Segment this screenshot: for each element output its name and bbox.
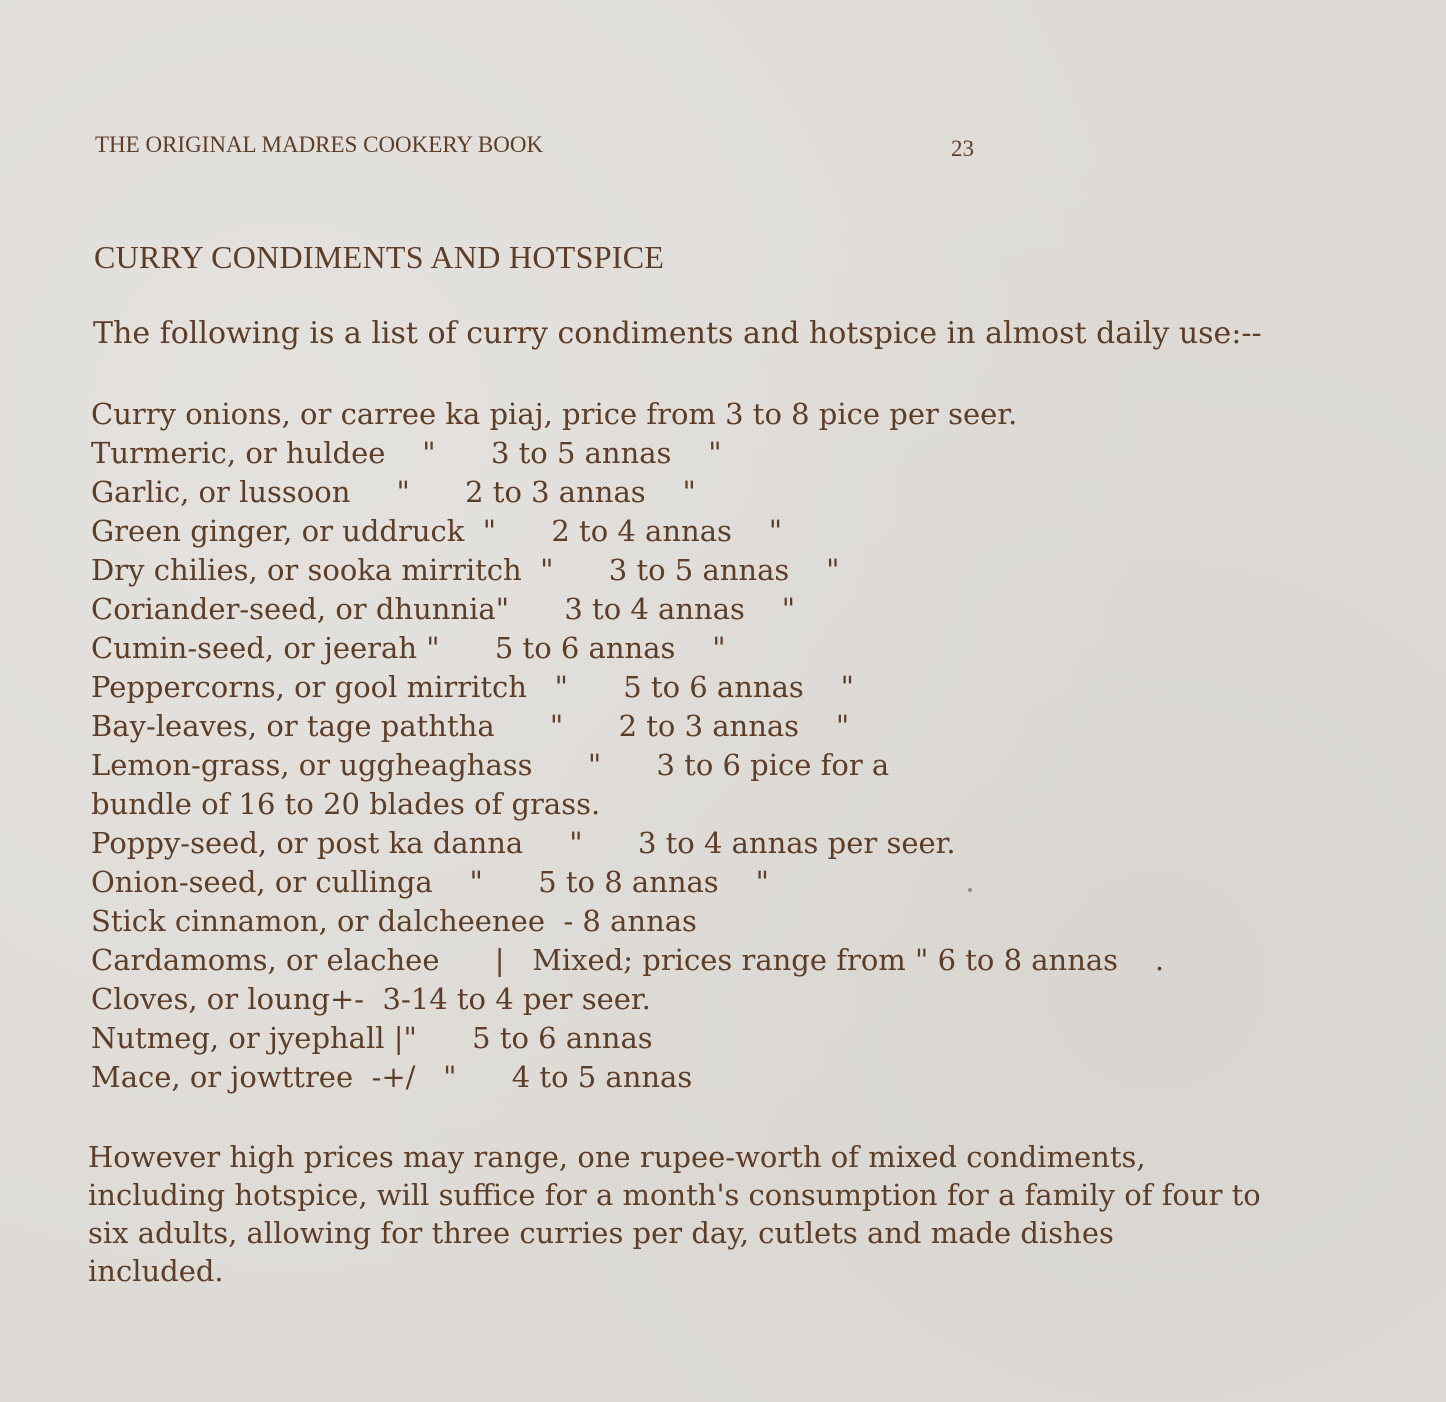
- section-heading: CURRY CONDIMENTS AND HOTSPICE: [94, 239, 665, 275]
- list-item: Dry chilies, or sooka mirritch " 3 to 5 annas ": [91, 553, 840, 587]
- closing-line: including hotspice, will suffice for a month's consumption for a family of four to: [88, 1178, 1261, 1212]
- list-item: Nutmeg, or jyephall |" 5 to 6 annas: [91, 1021, 653, 1055]
- list-item: Garlic, or lussoon " 2 to 3 annas ": [91, 475, 696, 509]
- list-item: Coriander-seed, or dhunnia" 3 to 4 annas ": [91, 592, 796, 626]
- intro-paragraph: The following is a list of curry condiments and hotspice in almost daily use:--: [93, 316, 1262, 351]
- list-item: Bay-leaves, or tage paththa " 2 to 3 annas ": [91, 709, 850, 743]
- page-number: 23: [951, 136, 974, 161]
- list-item: Onion-seed, or cullinga " 5 to 8 annas ": [91, 865, 769, 899]
- condiment-list: [91, 395, 1164, 1097]
- list-item: Cumin-seed, or jeerah " 5 to 6 annas ": [91, 631, 726, 665]
- list-item: Mace, or jowttree -+/ " 4 to 5 annas: [91, 1060, 693, 1094]
- list-item: Turmeric, or huldee " 3 to 5 annas ": [91, 436, 722, 470]
- list-item: Lemon-grass, or uggheaghass " 3 to 6 pice for a: [91, 748, 890, 782]
- closing-line: six adults, allowing for three curries per day, cutlets and made dishes: [88, 1216, 1114, 1250]
- running-head: THE ORIGINAL MADRES COOKERY BOOK: [95, 132, 544, 157]
- closing-paragraph: [88, 1138, 1418, 1290]
- list-item: Poppy-seed, or post ka danna " 3 to 4 annas per seer.: [91, 826, 956, 860]
- list-item: Curry onions, or carree ka piaj, price from 3 to 8 pice per seer.: [91, 397, 1018, 431]
- list-item: bundle of 16 to 20 blades of grass.: [91, 787, 601, 821]
- list-item: Cloves, or loung+- 3-14 to 4 per seer.: [91, 982, 651, 1016]
- list-item: Stick cinnamon, or dalcheenee - 8 annas: [91, 904, 697, 938]
- list-item: Green ginger, or uddruck " 2 to 4 annas ": [91, 514, 783, 548]
- paper-speck: [968, 888, 972, 892]
- closing-line: included.: [88, 1254, 224, 1288]
- closing-line: However high prices may range, one rupee-worth of mixed condiments,: [88, 1140, 1146, 1174]
- list-item: Cardamoms, or elachee | Mixed; prices range from " 6 to 8 annas .: [91, 943, 1165, 977]
- list-item: Peppercorns, or gool mirritch " 5 to 6 annas ": [91, 670, 854, 704]
